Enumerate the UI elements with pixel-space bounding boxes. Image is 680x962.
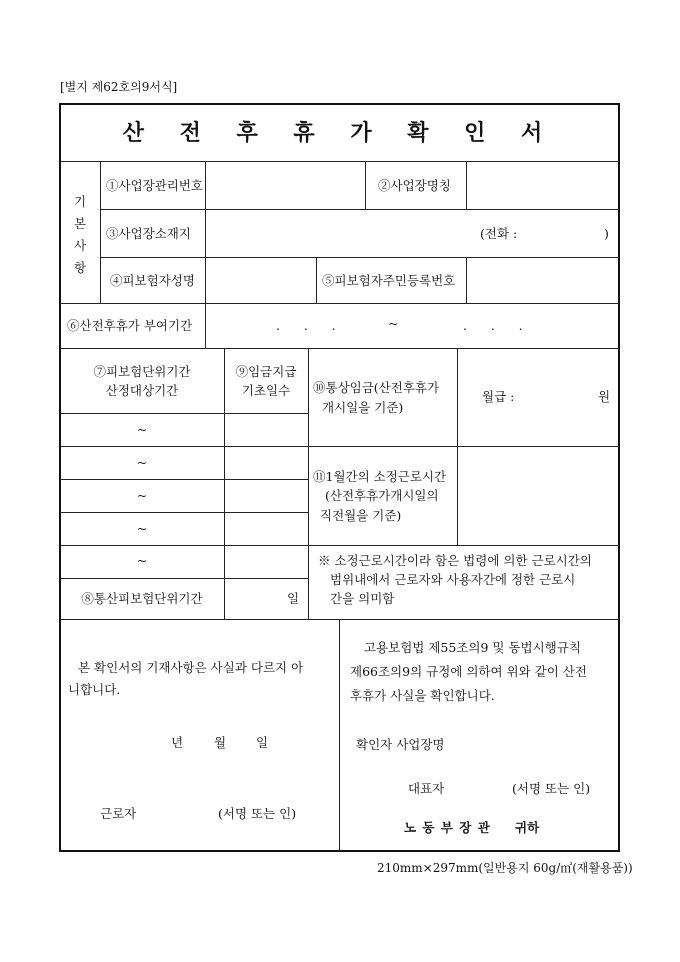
confirmer-label: 확인자 사업장명	[356, 737, 445, 752]
representative-label: 대표자	[408, 781, 445, 796]
bottom-split-divider	[339, 619, 340, 851]
hours-bottom-line	[308, 545, 619, 546]
section-label-char-4: 항	[73, 260, 87, 275]
monthly-wage-label: 월급 :	[482, 389, 515, 404]
note-line-3: 간을 의미함	[330, 591, 395, 606]
unit-row-line-1	[60, 446, 308, 447]
section-label-char-2: 본	[73, 216, 87, 231]
mgmt-no-value-divider	[205, 161, 206, 209]
insured-name-label: ④피보험자성명	[110, 273, 195, 288]
recipient-suffix: 귀하	[515, 820, 540, 835]
unit-row-line-4	[60, 545, 308, 546]
title-divider	[60, 161, 619, 162]
wage-days-header-2: 기초일수	[241, 383, 291, 398]
ordinary-wage-label-1: ⑩통상임금(산전후휴가	[313, 380, 440, 395]
recipient-label: 노 동 부 장 관	[404, 820, 491, 835]
total-unit-label: ⑧통산피보험단위기간	[81, 591, 203, 606]
phone-label: (전화 :	[480, 226, 518, 241]
date-year: 년	[171, 735, 184, 750]
insured-name-value-divider	[205, 257, 206, 303]
row-divider-1	[100, 209, 619, 210]
unit-row-2-tilde: ~	[136, 455, 148, 470]
name-label-left	[365, 161, 366, 209]
leave-period-label: ⑥산전후휴가 부여기간	[67, 318, 193, 333]
note-line-2: 범위내에서 근로자와 사용자간에 정한 근로시	[330, 572, 576, 587]
wage-mid-line	[308, 446, 619, 447]
address-value-divider	[205, 209, 206, 257]
row-divider-2	[100, 257, 619, 258]
paper-spec: 210mm×297mm(일반용지 60g/㎡(재활용품))	[377, 861, 633, 875]
unit-row-4-tilde: ~	[136, 521, 148, 536]
ordinary-wage-label-2: 개시일을 기준)	[322, 400, 404, 415]
rrn-label-left	[316, 257, 317, 303]
leave-label-divider	[205, 303, 206, 348]
wage-value-divider	[457, 348, 458, 545]
unit-row-line-3	[60, 512, 308, 513]
leave-tilde: ~	[388, 316, 399, 331]
unit-period-header-1: ⑦피보험단위기간	[93, 364, 191, 379]
section-label-divider	[100, 161, 101, 303]
total-unit-days: 일	[287, 591, 300, 606]
wage-block-divider	[308, 348, 309, 619]
unit-row-1-tilde: ~	[136, 422, 148, 437]
hours-label-1: ⑪1월간의 소정근로시간	[313, 469, 447, 484]
worker-label: 근로자	[100, 806, 137, 821]
name-label-right	[466, 161, 467, 209]
wage-days-header-1: ⑨임금지급	[235, 364, 297, 379]
section-label-char-1: 기	[73, 194, 87, 209]
leave-end-dots: . . .	[463, 318, 523, 333]
form-title: 산 전 후 휴 가 확 인 서	[122, 120, 557, 146]
unit-row-line-5	[60, 578, 308, 579]
phone-close: )	[604, 226, 609, 241]
attachment-label: [별지 제62호의9서식]	[60, 80, 178, 94]
unit-row-5-tilde: ~	[136, 553, 148, 568]
employer-statement-line-3: 후휴가 사실을 확인합니다.	[350, 688, 495, 703]
workplace-name-label: ②사업장명칭	[378, 178, 451, 193]
unit-period-header-2: 산정대상기간	[105, 383, 179, 398]
employer-statement-line-2: 제66조의9의 규정에 의하여 위와 같이 산전	[350, 664, 587, 679]
hours-label-2: (산전후휴가개시일의	[325, 488, 439, 503]
workplace-address-label: ③사업장소재지	[106, 226, 191, 241]
unit-header-bottom	[60, 413, 308, 414]
leave-period-bottom	[60, 348, 619, 349]
employer-statement-line-1: 고용보험법 제55조의9 및 동법시행규칙	[364, 640, 581, 655]
section-label-char-3: 사	[73, 238, 87, 253]
employer-signature-label: (서명 또는 인)	[512, 781, 591, 796]
workplace-mgmt-no-label: ①사업장관리번호	[106, 178, 204, 193]
worker-signature-label: (서명 또는 인)	[218, 806, 297, 821]
worker-statement-line-1: 본 확인서의 기재사항은 사실과 다르지 아	[78, 660, 304, 675]
unit-row-line-2	[60, 479, 308, 480]
basic-info-bottom	[60, 303, 619, 304]
worker-statement-line-2: 니합니다.	[68, 682, 121, 697]
hours-label-3: 직전월을 기준)	[320, 508, 402, 523]
leave-start-dots: . . .	[276, 318, 336, 333]
date-day: 일	[256, 735, 269, 750]
unit-row-3-tilde: ~	[136, 488, 148, 503]
date-month: 월	[214, 735, 227, 750]
won-unit: 원	[598, 389, 611, 404]
insured-rrn-label: ⑤피보험자주민등록번호	[322, 273, 456, 288]
rrn-label-right	[466, 257, 467, 303]
note-line-1: ※ 소정근로시간이라 함은 법령에 의한 근로시간의	[318, 553, 592, 568]
